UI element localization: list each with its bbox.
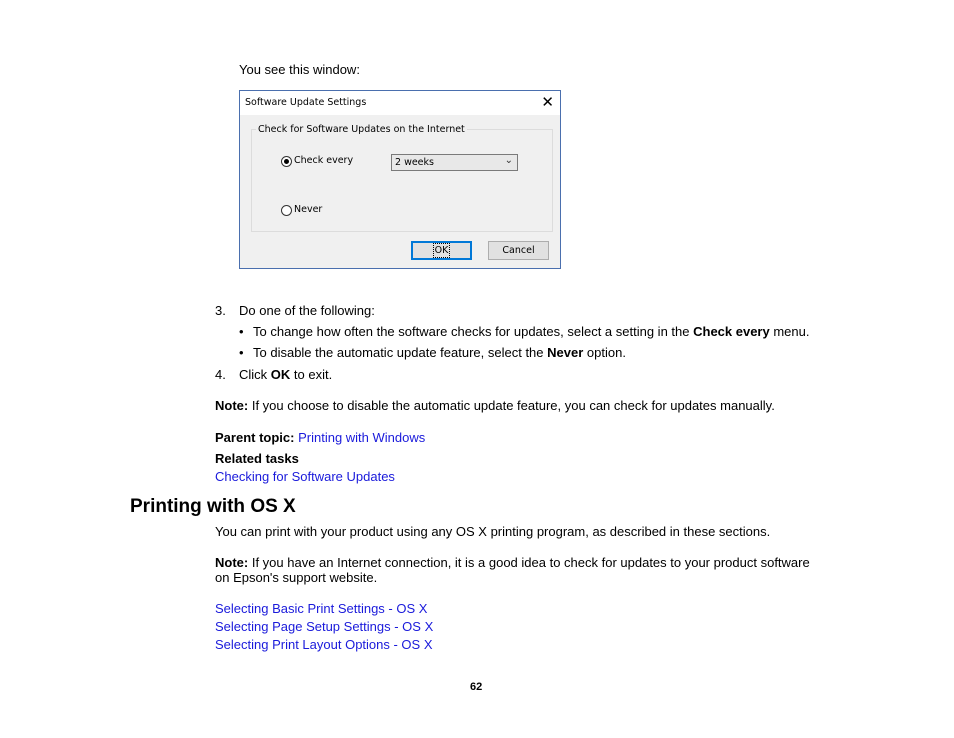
intro-text: You see this window: <box>239 62 360 77</box>
link-basic-print-settings[interactable]: Selecting Basic Print Settings - OS X <box>215 601 428 616</box>
software-update-settings-dialog <box>239 90 561 269</box>
link-page-setup-settings[interactable]: Selecting Page Setup Settings - OS X <box>215 619 434 634</box>
dialog-titlebar <box>240 91 560 115</box>
parent-topic: Parent topic: Printing with Windows <box>215 430 426 445</box>
cancel-button-label: Cancel <box>502 245 535 256</box>
step-4-number: 4. <box>215 367 226 382</box>
group-label: Check for Software Updates on the Internet <box>258 124 465 135</box>
page-number: 62 <box>470 681 483 693</box>
dialog-title: Software Update Settings <box>245 97 367 108</box>
never-radio[interactable] <box>281 205 292 216</box>
ok-button-label: OK <box>434 245 449 256</box>
interval-dropdown[interactable] <box>391 154 518 171</box>
step-3-number: 3. <box>215 303 226 318</box>
cancel-button[interactable] <box>488 241 549 260</box>
step-3-text: Do one of the following: <box>239 303 375 318</box>
step-4-text: Click OK to exit. <box>239 367 333 382</box>
section-heading: Printing with OS X <box>130 496 296 517</box>
parent-topic-link[interactable]: Printing with Windows <box>298 430 426 445</box>
close-icon[interactable]: ✕ <box>541 93 554 111</box>
dropdown-value: 2 weeks <box>395 157 434 168</box>
bullet-1: To change how often the software checks for updates, select a setting in the Check every menu. <box>253 324 810 339</box>
note-2-line-1: Note: If you have an Internet connection, it is a good idea to check for updates to your product software <box>215 555 810 570</box>
link-print-layout-options[interactable]: Selecting Print Layout Options - OS X <box>215 637 433 652</box>
bullet-2: To disable the automatic update feature, select the Never option. <box>253 345 626 360</box>
bullet-dot: • <box>239 345 244 360</box>
note-2-line-2: on Epson's support website. <box>215 570 378 585</box>
section-intro: You can print with your product using any OS X printing program, as described in these sections. <box>215 524 771 539</box>
chevron-down-icon: ⌄ <box>504 155 513 166</box>
check-every-label: Check every <box>294 155 354 166</box>
update-group-box <box>251 129 553 232</box>
related-tasks-heading: Related tasks <box>215 451 299 466</box>
bullet-dot: • <box>239 324 244 339</box>
never-label: Never <box>294 204 323 215</box>
note-1: Note: If you choose to disable the automatic update feature, you can check for updates manually. <box>215 398 775 413</box>
ok-button[interactable] <box>411 241 472 260</box>
related-task-link[interactable]: Checking for Software Updates <box>215 469 395 484</box>
check-every-radio[interactable] <box>281 156 292 167</box>
